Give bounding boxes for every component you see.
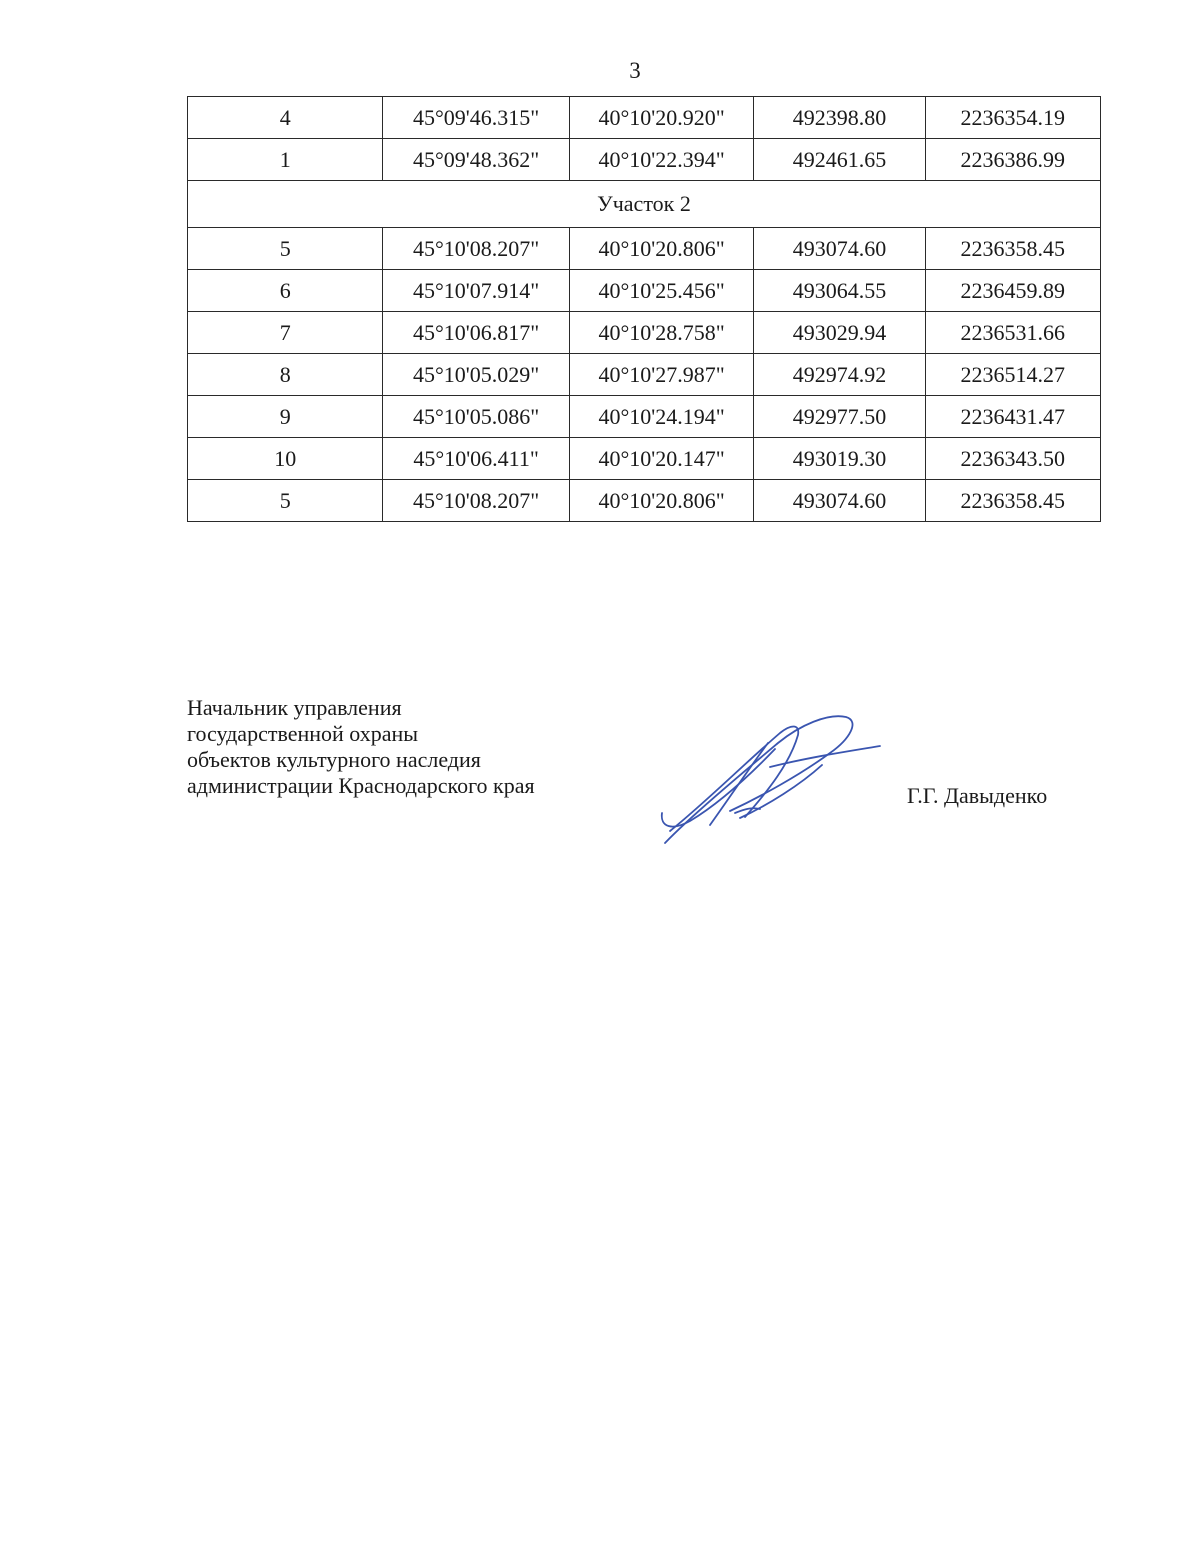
table-row — [188, 480, 1101, 522]
latitude-cell: 45°10'06.817" — [383, 312, 569, 354]
signer-name: Г.Г. Давыденко — [907, 783, 1048, 808]
handwritten-signature — [650, 705, 890, 850]
x-coordinate-cell: 493029.94 — [754, 312, 925, 354]
y-coordinate-cell: 2236431.47 — [925, 396, 1100, 438]
y-coordinate-cell: 2236343.50 — [925, 438, 1100, 480]
table-row — [188, 312, 1101, 354]
latitude-cell: 45°10'08.207" — [383, 480, 569, 522]
point-number-cell: 4 — [188, 97, 383, 139]
longitude-cell: 40°10'20.806" — [569, 480, 753, 522]
signer-position-line: государственной охраны — [187, 721, 419, 746]
y-coordinate-cell: 2236531.66 — [925, 312, 1100, 354]
latitude-cell: 45°10'07.914" — [383, 270, 569, 312]
latitude-cell: 45°10'05.086" — [383, 396, 569, 438]
signer-position-line: объектов культурного наследия — [187, 747, 481, 772]
y-coordinate-cell: 2236459.89 — [925, 270, 1100, 312]
point-number-cell: 10 — [188, 438, 383, 480]
page-number: 3 — [629, 58, 641, 83]
point-number-cell: 8 — [188, 354, 383, 396]
longitude-cell: 40°10'20.920" — [569, 97, 753, 139]
latitude-cell: 45°09'46.315" — [383, 97, 569, 139]
latitude-cell: 45°10'06.411" — [383, 438, 569, 480]
y-coordinate-cell: 2236354.19 — [925, 97, 1100, 139]
x-coordinate-cell: 493019.30 — [754, 438, 925, 480]
section-title: Участок 2 — [188, 181, 1101, 228]
longitude-cell: 40°10'20.806" — [569, 228, 753, 270]
table-row — [188, 139, 1101, 181]
signer-position — [187, 695, 535, 799]
x-coordinate-cell: 493074.60 — [754, 480, 925, 522]
longitude-cell: 40°10'28.758" — [569, 312, 753, 354]
longitude-cell: 40°10'27.987" — [569, 354, 753, 396]
table-row — [188, 354, 1101, 396]
y-coordinate-cell: 2236386.99 — [925, 139, 1100, 181]
x-coordinate-cell: 492974.92 — [754, 354, 925, 396]
table-row — [188, 396, 1101, 438]
table-row — [188, 228, 1101, 270]
point-number-cell: 5 — [188, 228, 383, 270]
section-row — [188, 181, 1101, 228]
x-coordinate-cell: 492398.80 — [754, 97, 925, 139]
signer-position-line: Начальник управления — [187, 695, 402, 720]
x-coordinate-cell: 492461.65 — [754, 139, 925, 181]
point-number-cell: 7 — [188, 312, 383, 354]
table-row — [188, 97, 1101, 139]
x-coordinate-cell: 492977.50 — [754, 396, 925, 438]
point-number-cell: 6 — [188, 270, 383, 312]
longitude-cell: 40°10'25.456" — [569, 270, 753, 312]
longitude-cell: 40°10'20.147" — [569, 438, 753, 480]
y-coordinate-cell: 2236514.27 — [925, 354, 1100, 396]
latitude-cell: 45°10'08.207" — [383, 228, 569, 270]
point-number-cell: 5 — [188, 480, 383, 522]
x-coordinate-cell: 493074.60 — [754, 228, 925, 270]
y-coordinate-cell: 2236358.45 — [925, 480, 1100, 522]
coordinates-table-body — [188, 97, 1101, 522]
latitude-cell: 45°10'05.029" — [383, 354, 569, 396]
longitude-cell: 40°10'24.194" — [569, 396, 753, 438]
table-row — [188, 270, 1101, 312]
y-coordinate-cell: 2236358.45 — [925, 228, 1100, 270]
coordinates-table — [187, 96, 1101, 522]
point-number-cell: 1 — [188, 139, 383, 181]
signer-position-line: администрации Краснодарского края — [187, 773, 535, 798]
latitude-cell: 45°09'48.362" — [383, 139, 569, 181]
longitude-cell: 40°10'22.394" — [569, 139, 753, 181]
point-number-cell: 9 — [188, 396, 383, 438]
x-coordinate-cell: 493064.55 — [754, 270, 925, 312]
table-row — [188, 438, 1101, 480]
